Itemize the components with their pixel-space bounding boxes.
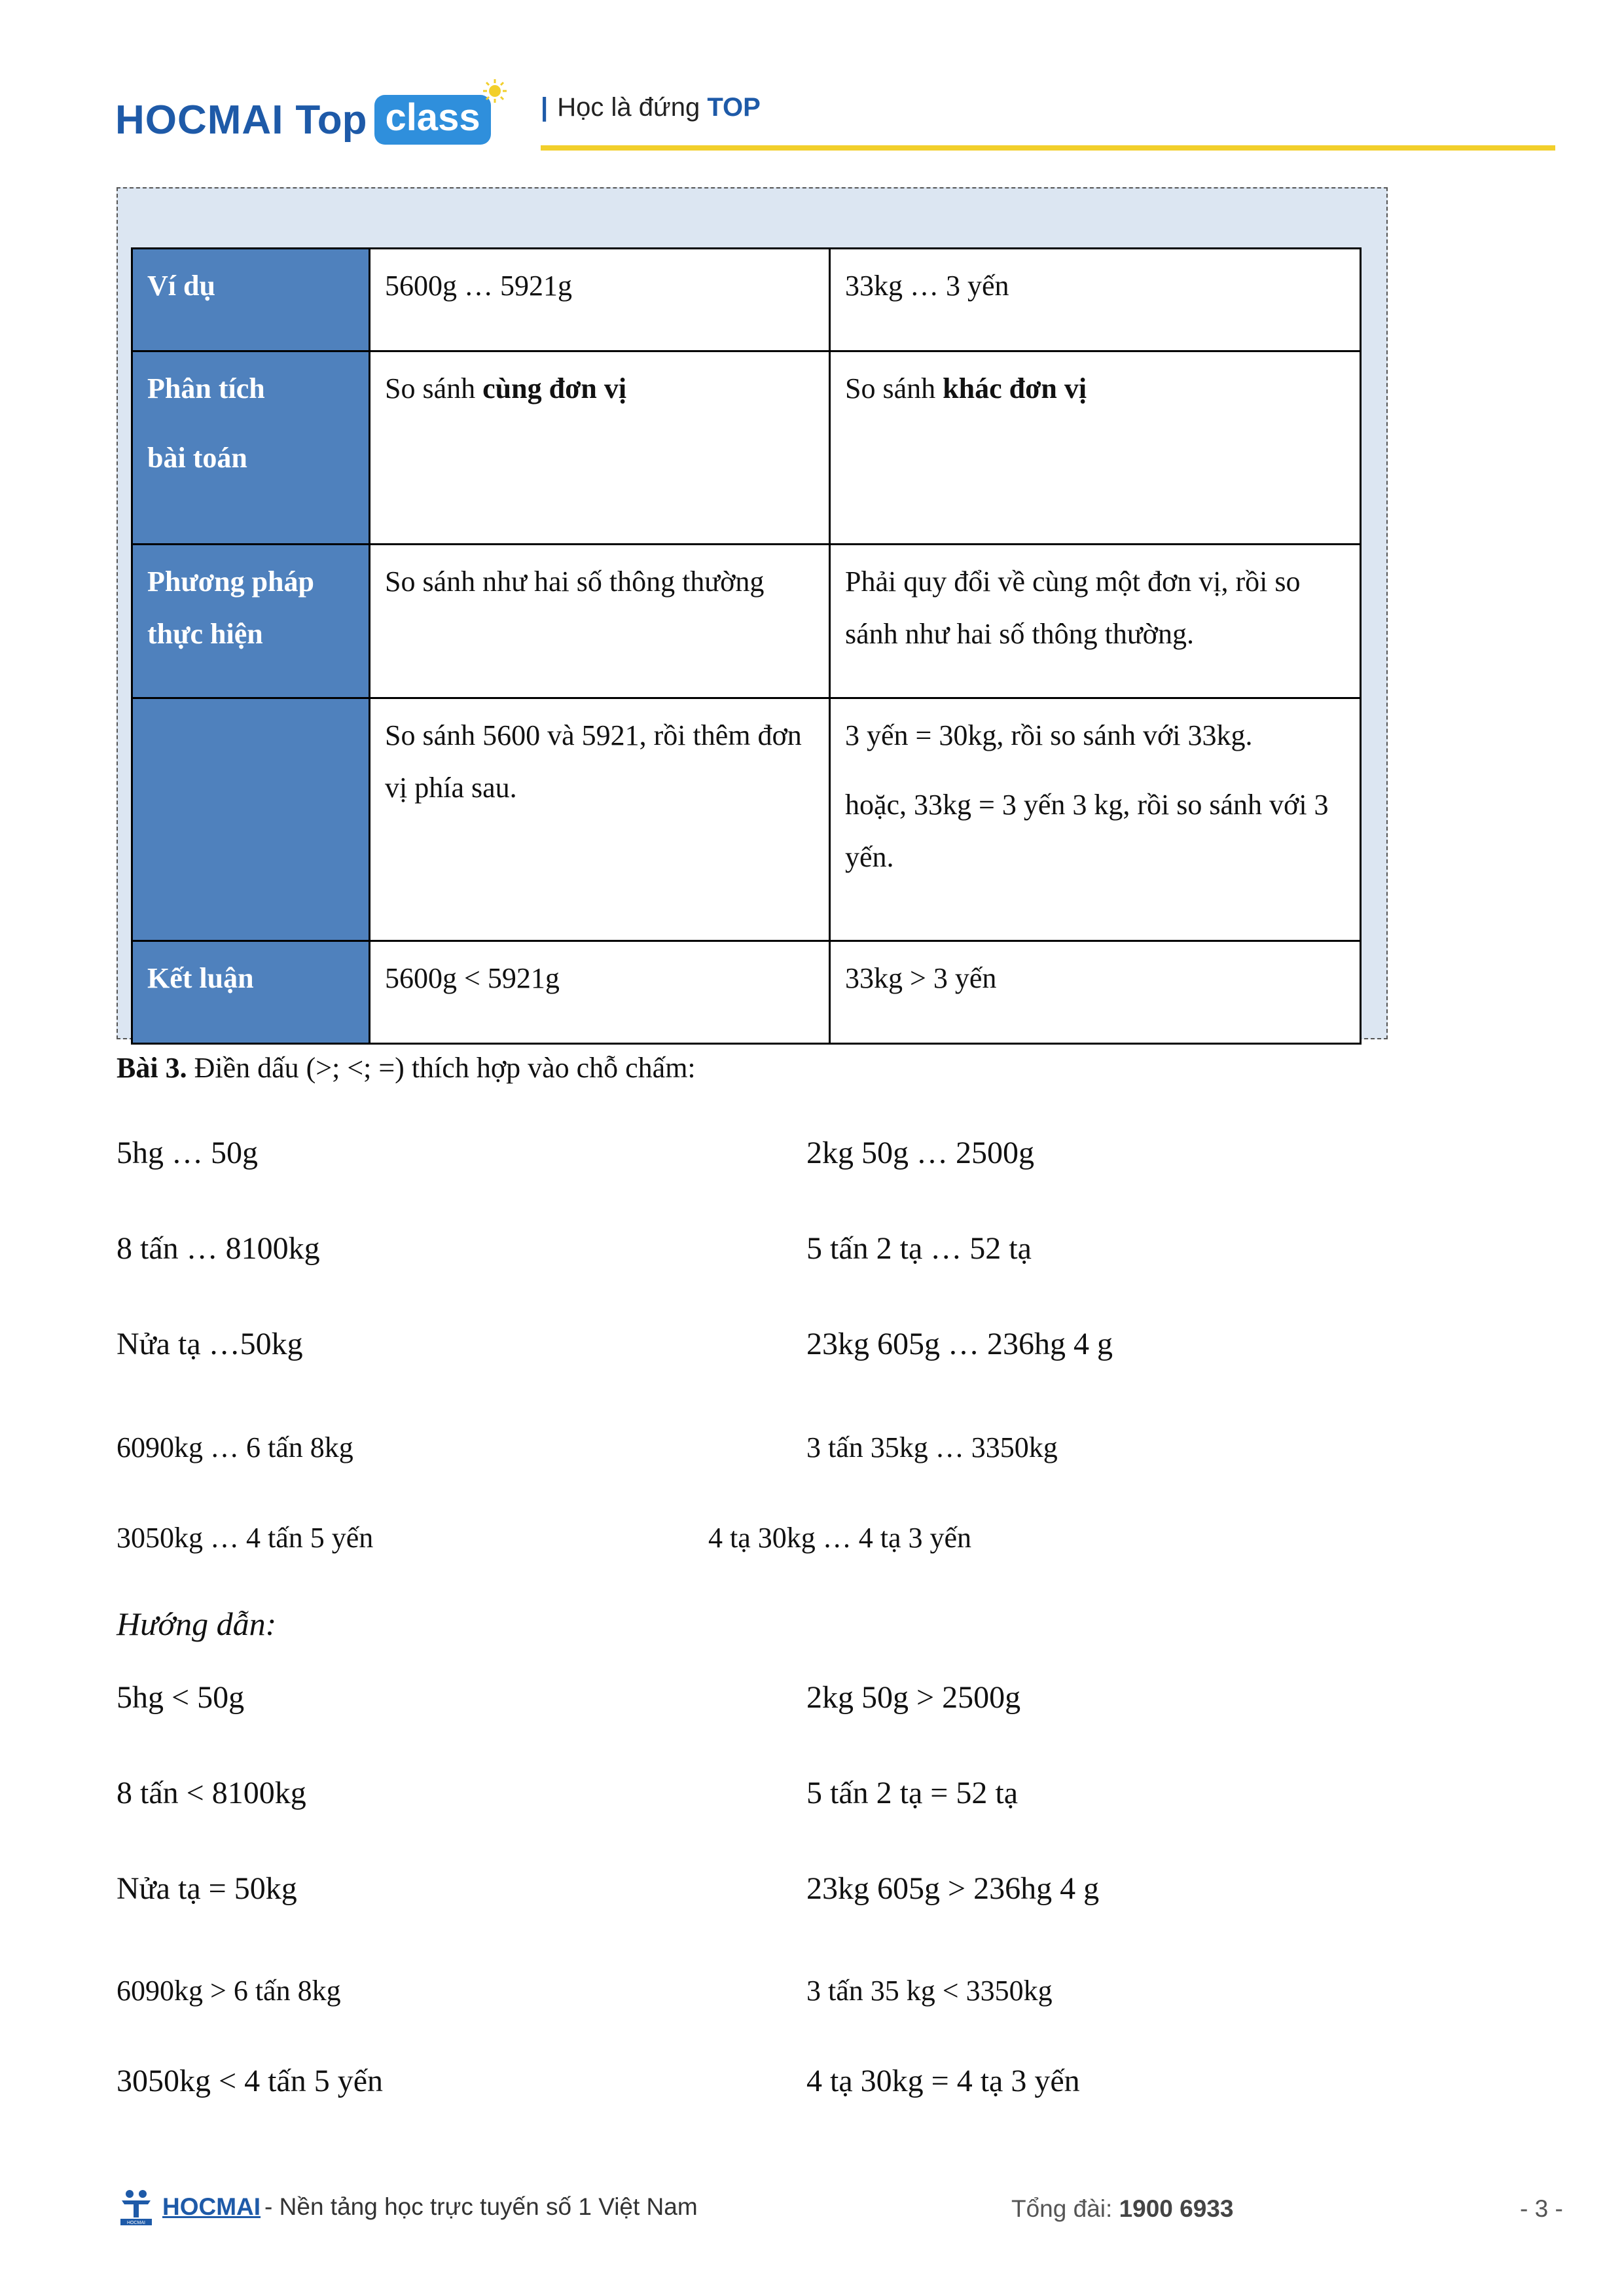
table-cell — [830, 351, 1361, 545]
table-cell — [830, 698, 1361, 941]
exercise-item: 3 tấn 35kg … 3350kg — [806, 1431, 1058, 1463]
answer-item: 3 tấn 35 kg < 3350kg — [806, 1975, 1053, 2007]
exercise-item: 23kg 605g … 236hg 4 g — [806, 1327, 1113, 1361]
table-row — [132, 351, 1361, 545]
header-rule — [541, 145, 1555, 151]
row-label: Ví dụ — [132, 249, 370, 351]
table-cell — [370, 351, 830, 545]
exercise-item: 3050kg … 4 tấn 5 yến — [117, 1522, 374, 1554]
table-row — [132, 249, 1361, 351]
table-row — [132, 698, 1361, 941]
table-cell: Phải quy đổi về cùng một đơn vị, rồi so sánh như hai số thông thường. — [830, 545, 1361, 698]
exercise-item: Nửa tạ …50kg — [117, 1327, 303, 1361]
tagline-bar: | — [541, 93, 549, 122]
guide-title: Hướng dẫn: — [117, 1605, 277, 1642]
hotline-number: 1900 6933 — [1119, 2195, 1234, 2222]
answer-item: 5hg < 50g — [117, 1680, 245, 1715]
answer-item: 2kg 50g > 2500g — [806, 1680, 1021, 1715]
brand-logo — [115, 84, 491, 156]
exercise-item: 6090kg … 6 tấn 8kg — [117, 1431, 353, 1463]
answer-item: 3050kg < 4 tấn 5 yến — [117, 2064, 384, 2098]
answer-item: 6090kg > 6 tấn 8kg — [117, 1975, 341, 2007]
exercise-item: 5 tấn 2 tạ … 52 tạ — [806, 1231, 1032, 1266]
footer — [115, 2186, 698, 2228]
table-row — [132, 545, 1361, 698]
cell-text: So sánh — [385, 372, 483, 404]
row-label — [132, 698, 370, 941]
answer-item: 5 tấn 2 tạ = 52 tạ — [806, 1776, 1018, 1810]
tagline — [541, 93, 761, 122]
cell-text: 3 yến = 30kg, rồi so sánh với 33kg. — [845, 719, 1253, 751]
hotline-label: Tổng đài: — [1011, 2195, 1119, 2222]
tagline-text: Học là đứng — [557, 93, 708, 122]
answer-item: 4 tạ 30kg = 4 tạ 3 yến — [806, 2064, 1080, 2098]
exercise-number: Bài 3. — [117, 1052, 187, 1084]
exercise-item: 8 tấn … 8100kg — [117, 1231, 320, 1266]
row-label — [132, 545, 370, 698]
row-label-line: thực hiện — [147, 618, 263, 650]
brand-class-badge — [374, 95, 490, 145]
answer-item: 23kg 605g > 236hg 4 g — [806, 1871, 1100, 1906]
cell-text: hoặc, 33kg = 3 yến 3 kg, rồi so sánh với 3 yến. — [845, 789, 1329, 873]
answer-item: Nửa tạ = 50kg — [117, 1871, 297, 1906]
brand-hocmai: HOCMAI — [115, 97, 284, 143]
exercise-instruction: Điền dấu (>; <; =) thích hợp vào chỗ chấm: — [187, 1052, 696, 1084]
exercise-item: 5hg … 50g — [117, 1136, 258, 1170]
brand-top: Top — [295, 97, 367, 143]
exercise-item: 4 tạ 30kg … 4 tạ 3 yến — [708, 1522, 972, 1554]
cell-bold-text: cùng đơn vị — [482, 372, 627, 404]
cell-bold-text: khác đơn vị — [943, 372, 1087, 404]
row-label-line: bài toán — [147, 442, 247, 474]
row-label: Kết luận — [132, 941, 370, 1044]
table-cell: 5600g < 5921g — [370, 941, 830, 1044]
hocmai-logo-icon — [115, 2186, 157, 2228]
footer-slogan: - Nền tảng học trực tuyến số 1 Việt Nam — [264, 2193, 698, 2220]
hotline — [1011, 2195, 1233, 2223]
cell-text: So sánh — [845, 372, 943, 404]
svg-text:HOCMAI: HOCMAI — [127, 2221, 145, 2225]
exercise-item: 2kg 50g … 2500g — [806, 1136, 1034, 1170]
comparison-table — [131, 247, 1362, 1045]
table-cell: 33kg … 3 yến — [830, 249, 1361, 351]
page-number: - 3 - — [1520, 2195, 1563, 2222]
table-row — [132, 941, 1361, 1044]
footer-brand-link[interactable]: HOCMAI — [162, 2193, 261, 2220]
row-label — [132, 351, 370, 545]
sun-icon — [482, 78, 508, 104]
table-cell: 33kg > 3 yến — [830, 941, 1361, 1044]
tagline-top: TOP — [707, 93, 761, 122]
answer-item: 8 tấn < 8100kg — [117, 1776, 306, 1810]
exercise-title — [117, 1051, 696, 1085]
table-cell: 5600g … 5921g — [370, 249, 830, 351]
table-cell: So sánh như hai số thông thường — [370, 545, 830, 698]
table-cell: So sánh 5600 và 5921, rồi thêm đơn vị phía sau. — [370, 698, 830, 941]
brand-class-text: class — [385, 96, 480, 139]
row-label-line: Phân tích — [147, 372, 265, 404]
row-label-line: Phương pháp — [147, 565, 314, 598]
